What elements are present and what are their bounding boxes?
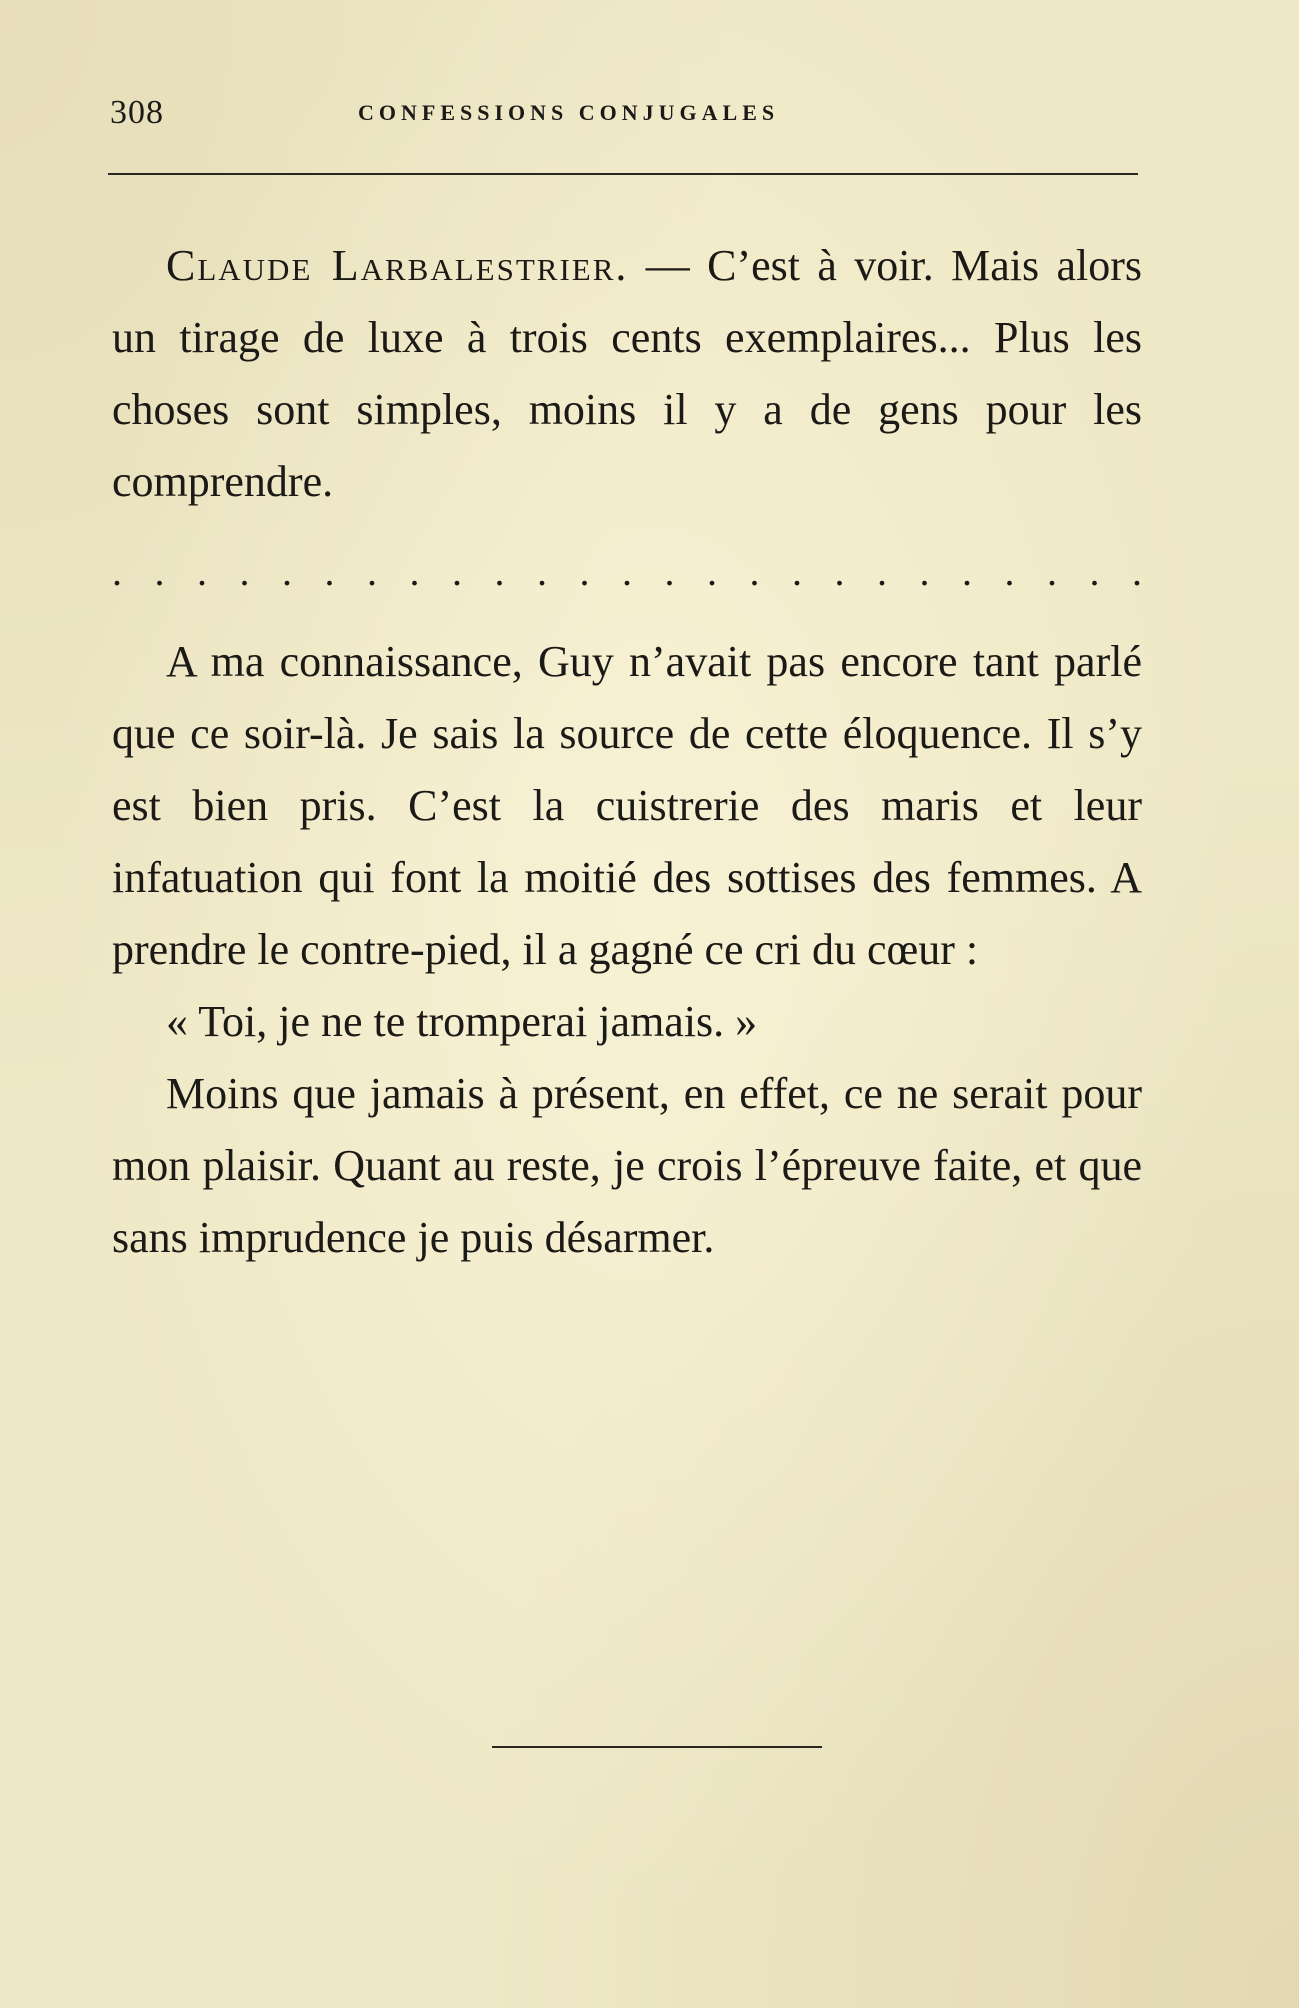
separator-dots-text: . . . . . . . . . . . . . . . . . . . . . . . . .: [112, 549, 1142, 594]
quote-paragraph: « Toi, je ne te tromperai jamais. »: [166, 997, 758, 1046]
running-head: [108, 90, 1138, 140]
running-title: CONFESSIONS CONJUGALES: [358, 100, 780, 125]
dialogue-passage: [112, 230, 1142, 518]
speech-opening: — C’est à voir.: [628, 241, 934, 290]
narrative-paragraph-2: Moins que jamais à présent, en effet, ce ne serait pour mon plaisir. Quant au reste, je crois l’épreuve faite, et que sans imprudence je puis désarmer.: [112, 1069, 1142, 1262]
separator-dots: [112, 548, 1142, 595]
dialogue-paragraph: [112, 230, 1142, 518]
header-rule: [108, 173, 1138, 175]
page-number: 308: [110, 94, 164, 131]
speaker-name: Claude Larbalestrier.: [166, 241, 629, 290]
narrative-paragraph-1: A ma connaissance, Guy n’avait pas encore tant parlé que ce soir-là. Je sais la source de cette éloquence. Il s’y est bien pris. C’est la cuistrerie des maris et leur infatuation qui font la moitié des sottises des femmes. A prendre le contre-pied, il a gagné ce cri du cœur :: [112, 637, 1142, 974]
narrative-passage: [112, 626, 1142, 1274]
speech-rest: Mais alors un tirage de luxe à trois cents exemplaires... Plus les choses sont simples, moins il y a de gens pour les comprendre.: [112, 241, 1143, 506]
end-rule: [492, 1746, 822, 1748]
